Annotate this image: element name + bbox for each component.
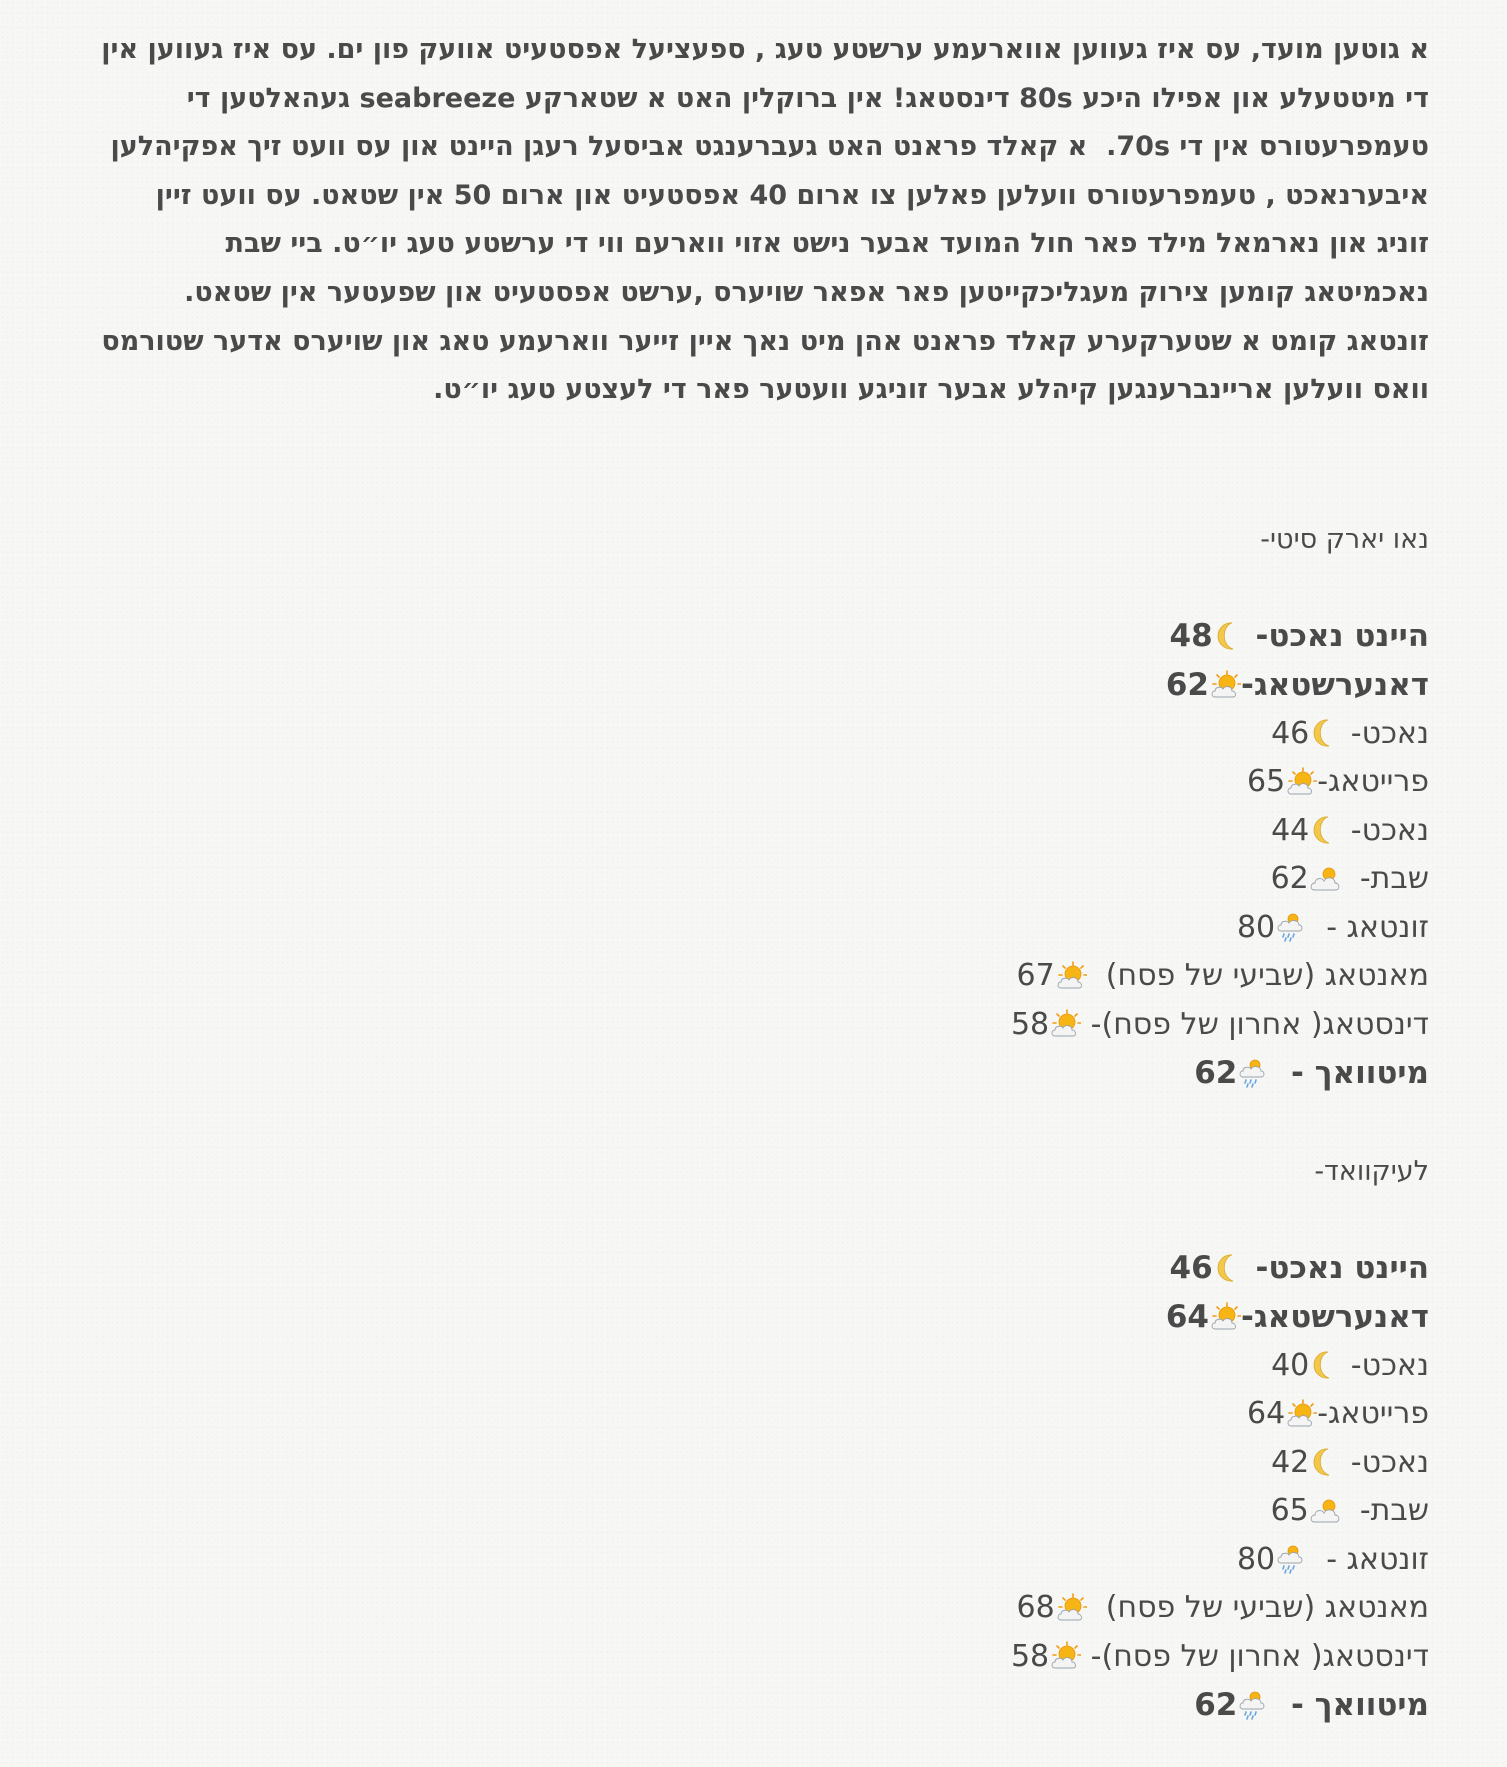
forecast-day: היינט נאכט- (1244, 618, 1429, 655)
forecast-day: פרייטאג- (1317, 1396, 1429, 1432)
forecast-day: דאנערשטאג- (1241, 1298, 1429, 1335)
forecast-row (729, 1244, 1429, 1293)
rain-cloud-icon (1275, 911, 1307, 943)
forecast-row (729, 1535, 1429, 1584)
forecast-temp (1247, 1396, 1317, 1431)
forecast-temp-value: 46 (1271, 715, 1310, 751)
forecast-temp-value: 44 (1271, 812, 1310, 848)
forecast-temp-value: 67 (1016, 958, 1055, 994)
forecast-temp-value: 62 (1194, 1054, 1238, 1091)
rain-cloud-icon (1237, 1057, 1269, 1089)
forecast-day: נאכט- (1341, 1347, 1429, 1383)
forecast-temp-value: 62 (1270, 861, 1309, 897)
forecast-temp-value: 64 (1247, 1396, 1286, 1432)
forecast-day: שבת- (1340, 861, 1429, 897)
forecast-temp (1011, 1639, 1081, 1674)
forecast-row (729, 758, 1429, 807)
forecast-temp (1271, 1445, 1341, 1480)
forecast-day: זונטאג - (1307, 909, 1429, 945)
moon-icon (1213, 620, 1245, 652)
forecast-row (729, 709, 1429, 758)
forecast-temp-value: 80 (1236, 1541, 1276, 1577)
forecast-temp (1166, 667, 1241, 703)
sun-behind-cloud-icon (1209, 669, 1241, 701)
forecast-temp (1166, 1299, 1241, 1335)
forecast-row (729, 1049, 1429, 1098)
forecast-row (729, 1681, 1429, 1730)
forecast-temp (1271, 813, 1341, 848)
forecast-row (729, 1390, 1429, 1439)
forecast-temp (1271, 716, 1341, 751)
forecast-day: פרייטאג- (1317, 764, 1429, 800)
forecast-row (729, 1632, 1429, 1681)
forecast-day: דינסטאג( אחרון של פסח)- (1081, 1006, 1429, 1042)
forecast-row (729, 1000, 1429, 1049)
forecast-row (729, 1341, 1429, 1390)
sun-behind-cloud-icon (1055, 1592, 1087, 1624)
forecast-temp-value: 62 (1165, 666, 1209, 703)
forecast-temp-value: 62 (1194, 1686, 1238, 1723)
forecast-day: מאנטאג (שביעי של פסח) (1086, 958, 1429, 994)
forecast-temp-value: 40 (1271, 1347, 1310, 1383)
forecast-day: מיטוואך - (1269, 1686, 1429, 1723)
forecast-temp-value: 80 (1236, 909, 1276, 945)
city-label: לעיקוואד- (1314, 1156, 1429, 1187)
forecast-row (729, 661, 1429, 710)
forecast-row (729, 1293, 1429, 1342)
forecast-row (729, 612, 1429, 661)
forecast-day: נאכט- (1341, 715, 1429, 751)
city-label: נאו יארק סיטי- (1260, 524, 1429, 555)
forecast-temp-value: 58 (1010, 1006, 1050, 1042)
city-section-lakewood (729, 1148, 1429, 1729)
forecast-temp-value: 65 (1270, 1493, 1309, 1529)
forecast-row (729, 1487, 1429, 1536)
forecast-temp (1194, 1687, 1269, 1723)
forecast-temp (1017, 1590, 1087, 1625)
forecast-row (729, 1438, 1429, 1487)
forecast-day: דאנערשטאג- (1241, 666, 1429, 703)
forecast-day: נאכט- (1341, 812, 1429, 848)
sun-behind-cloud-icon (1209, 1301, 1241, 1333)
moon-icon (1309, 717, 1341, 749)
forecast-row (729, 1584, 1429, 1633)
forecast-temp (1237, 1542, 1307, 1577)
forecast-day: נאכט- (1341, 1444, 1429, 1480)
moon-icon (1309, 1349, 1341, 1381)
forecast-day: זונטאג - (1307, 1541, 1429, 1577)
forecast-temp (1237, 910, 1307, 945)
forecast-row (729, 952, 1429, 1001)
forecast-intro-text: א גוטען מועד, עס איז געווען אווארעמע ערשטע טעג , ספעציעל אפסטעיט אוועק פון ים. עס איז געווען אין די מיטטעלע און אפילו היכע 80s דינסטאג! אין ברוקלין האט א שטארקע seabreeze געהאלטען די טעמפרעטורס אין די 70s. א קאלד פראנט האט געברענגט אביסעל רעגן היינט און עס וועט זיך אפקיהלען איבערנאכט , טעמפרעטורס וועלען פאלען צו ארום 40 אפסטעיט און ארום 50 אין שטאט. עס וועט זיין זוניג און נארמאל מילד פאר חול המועד אבער נישט אזוי ווארעם ווי די ערשטע טעג יו״ט. ביי שבת נאכמיטאג קומען צירוק מעגליכקייטען פאר אפאר שויערס ,ערשט אפסטעיט און שפעטער אין שטאט. זונטאג קומט א שטערקערע קאלד פראנט אהן מיט נאך איין זייער ווארעמע טאג און שויערס אדער שטורמס וואס וועלען אריינברענגען קיהלע אבער זוניגע וועטער פאר די לעצטע טעג יו״ט. (91, 34, 1429, 406)
sun-behind-cloud-icon (1285, 1398, 1317, 1430)
forecast-list (729, 1244, 1429, 1729)
city-section-nyc (729, 516, 1429, 1097)
forecast-temp (1271, 861, 1341, 896)
forecast-row (729, 806, 1429, 855)
sun-behind-cloud-icon (1049, 1008, 1081, 1040)
forecast-temp (1271, 1348, 1341, 1383)
moon-icon (1309, 1446, 1341, 1478)
sun-behind-cloud-icon (1055, 960, 1087, 992)
forecast-temp (1271, 1493, 1341, 1528)
forecast-temp (1170, 1250, 1245, 1286)
forecast-temp-value: 68 (1016, 1590, 1055, 1626)
rain-cloud-icon (1237, 1689, 1269, 1721)
forecast-temp (1011, 1007, 1081, 1042)
forecast-day: היינט נאכט- (1244, 1250, 1429, 1287)
forecast-temp (1194, 1055, 1269, 1091)
forecast-temp (1017, 958, 1087, 993)
forecast-row (729, 903, 1429, 952)
forecast-temp (1170, 618, 1245, 654)
forecast-temp-value: 46 (1169, 1250, 1213, 1287)
forecast-temp-value: 42 (1271, 1444, 1310, 1480)
forecast-row (729, 855, 1429, 904)
forecast-day: מיטוואך - (1269, 1054, 1429, 1091)
moon-icon (1213, 1252, 1245, 1284)
forecast-day: מאנטאג (שביעי של פסח) (1086, 1590, 1429, 1626)
moon-icon (1309, 814, 1341, 846)
sun-behind-cloud-icon (1285, 766, 1317, 798)
sun-behind-cloud-icon (1049, 1640, 1081, 1672)
forecast-temp-value: 64 (1165, 1298, 1209, 1335)
forecast-day: דינסטאג( אחרון של פסח)- (1081, 1638, 1429, 1674)
forecast-temp-value: 58 (1010, 1638, 1050, 1674)
cloud-icon (1309, 863, 1341, 895)
forecast-list (729, 612, 1429, 1097)
forecast-temp (1247, 764, 1317, 799)
forecast-day: שבת- (1340, 1493, 1429, 1529)
cloud-icon (1309, 1495, 1341, 1527)
rain-cloud-icon (1275, 1543, 1307, 1575)
forecast-temp-value: 65 (1247, 764, 1286, 800)
forecast-temp-value: 48 (1169, 618, 1213, 655)
